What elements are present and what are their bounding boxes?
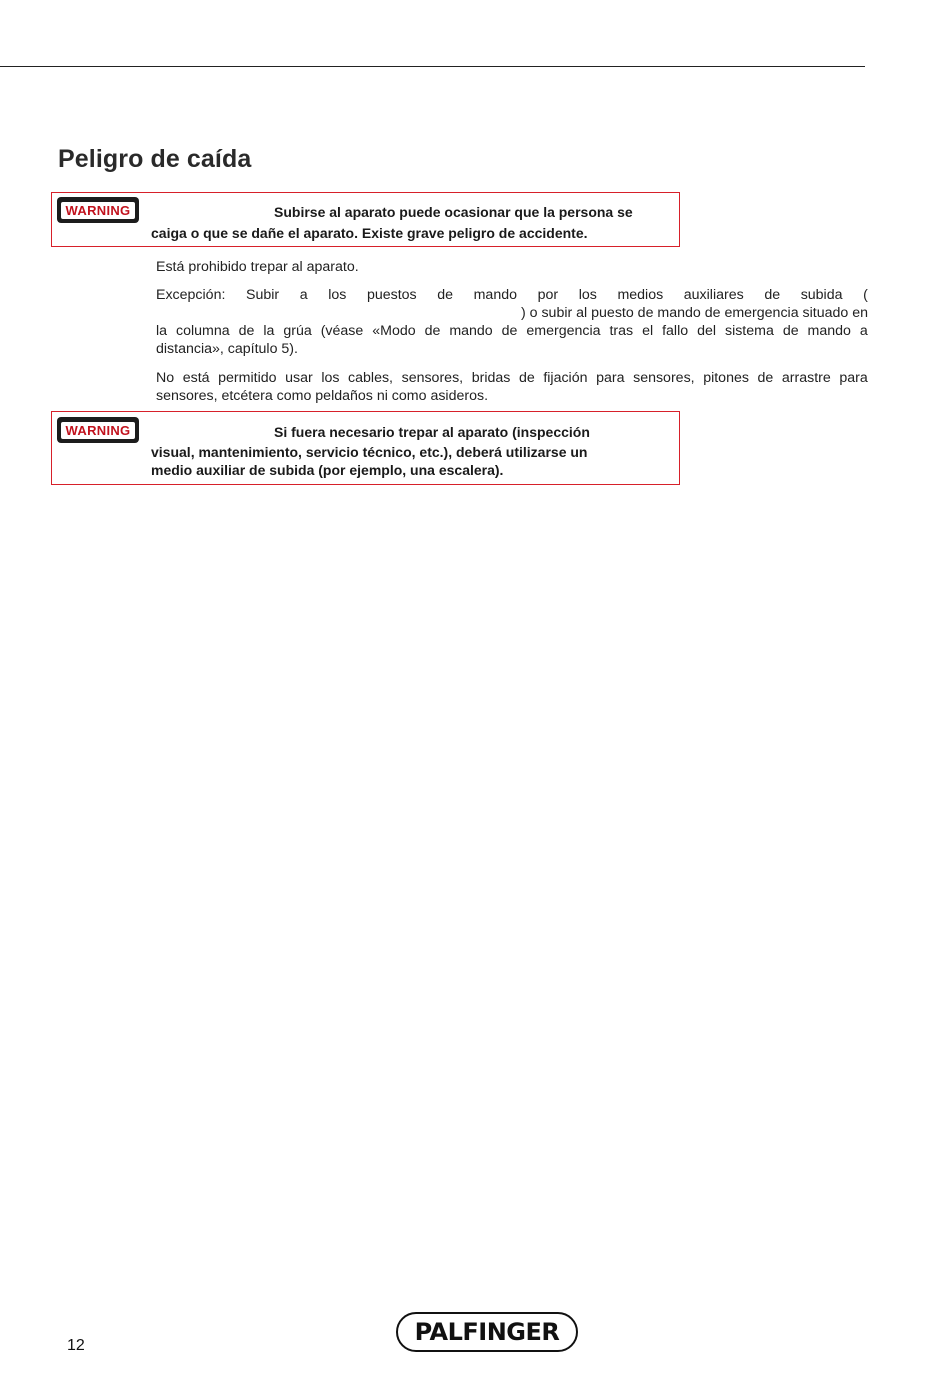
word: de bbox=[437, 287, 454, 303]
section-title: Peligro de caída bbox=[58, 145, 252, 173]
word: mando bbox=[449, 323, 493, 339]
word: emergencia bbox=[526, 323, 601, 339]
warning-box-2 bbox=[51, 411, 680, 485]
exception-line-2: ) o subir al puesto de mando de emergencia situado en bbox=[520, 305, 868, 321]
warning-1-line-1: Subirse al aparato puede ocasionar que la persona se bbox=[274, 204, 633, 220]
word: el bbox=[642, 323, 654, 339]
warning-text-2 bbox=[151, 423, 673, 480]
word: arrastre bbox=[781, 370, 831, 386]
warning-2-line-2: visual, mantenimiento, servicio técnico, etc.), deberá utilizarse un bbox=[151, 444, 588, 460]
warning-badge-icon bbox=[57, 417, 139, 443]
word: para bbox=[596, 370, 625, 386]
warning-box-1 bbox=[51, 192, 680, 247]
word: usar bbox=[285, 370, 313, 386]
warning-badge-icon bbox=[57, 197, 139, 223]
word: los bbox=[328, 287, 347, 303]
word: subida bbox=[800, 287, 843, 303]
word: fijación bbox=[543, 370, 588, 386]
word: de bbox=[757, 370, 774, 386]
header-rule bbox=[0, 66, 865, 67]
warning-1-line-2: caiga o que se dañe el aparato. Existe grave peligro de accidente. bbox=[151, 225, 588, 241]
no-climbing-line-2: sensores, etcétera como peldaños ni como asideros. bbox=[156, 388, 489, 404]
page-number: 12 bbox=[67, 1337, 85, 1354]
warning-text-1 bbox=[151, 203, 673, 243]
word: de bbox=[501, 323, 518, 339]
word: de bbox=[424, 323, 441, 339]
word: mando bbox=[473, 287, 517, 303]
word: tras bbox=[609, 323, 634, 339]
word: No bbox=[156, 370, 175, 386]
word: la bbox=[156, 323, 168, 339]
word: medios bbox=[617, 287, 664, 303]
word: (véase bbox=[320, 323, 364, 339]
word: para bbox=[839, 370, 868, 386]
word: sensores, bbox=[401, 370, 464, 386]
word: «Modo bbox=[372, 323, 416, 339]
word: ( bbox=[863, 287, 868, 303]
word: cables, bbox=[348, 370, 393, 386]
word: del bbox=[697, 323, 717, 339]
word: grúa bbox=[283, 323, 312, 339]
logo-wordmark: PALFINGER bbox=[414, 1318, 560, 1346]
warning-label: WARNING bbox=[65, 202, 131, 218]
word: sistema bbox=[724, 323, 774, 339]
word: por bbox=[537, 287, 559, 303]
warning-2-line-3: medio auxiliar de subida (por ejemplo, una escalera). bbox=[151, 462, 504, 478]
word: a bbox=[859, 323, 868, 339]
word: columna bbox=[176, 323, 230, 339]
word: permitido bbox=[218, 370, 277, 386]
word: de bbox=[764, 287, 781, 303]
word: los bbox=[578, 287, 597, 303]
paragraph-1-line: Está prohibido trepar al aparato. bbox=[156, 259, 359, 275]
palfinger-logo bbox=[396, 1312, 578, 1352]
paragraph-prohibition bbox=[156, 258, 868, 276]
word: pitones bbox=[703, 370, 749, 386]
word: Excepción: bbox=[156, 287, 226, 303]
word: a bbox=[299, 287, 308, 303]
word: los bbox=[321, 370, 340, 386]
word: de bbox=[238, 323, 255, 339]
word: puestos bbox=[366, 287, 417, 303]
word: auxiliares bbox=[683, 287, 744, 303]
word: sensores, bbox=[633, 370, 695, 386]
word: fallo bbox=[662, 323, 689, 339]
no-climbing-line-1 bbox=[156, 369, 868, 387]
exception-line-3 bbox=[156, 322, 868, 340]
word: de bbox=[782, 323, 799, 339]
word: Subir bbox=[246, 287, 280, 303]
word: la bbox=[263, 323, 275, 339]
warning-2-line-1: Si fuera necesario trepar al aparato (inspección bbox=[274, 424, 590, 440]
word: de bbox=[518, 370, 535, 386]
word: bridas bbox=[471, 370, 511, 386]
warning-label: WARNING bbox=[65, 422, 131, 438]
paragraph-exception bbox=[156, 286, 868, 358]
word: mando bbox=[807, 323, 851, 339]
paragraph-no-climbing-aids bbox=[156, 369, 868, 405]
exception-line-4: distancia», capítulo 5). bbox=[156, 341, 298, 357]
word: está bbox=[182, 370, 210, 386]
exception-line-1 bbox=[156, 286, 868, 304]
